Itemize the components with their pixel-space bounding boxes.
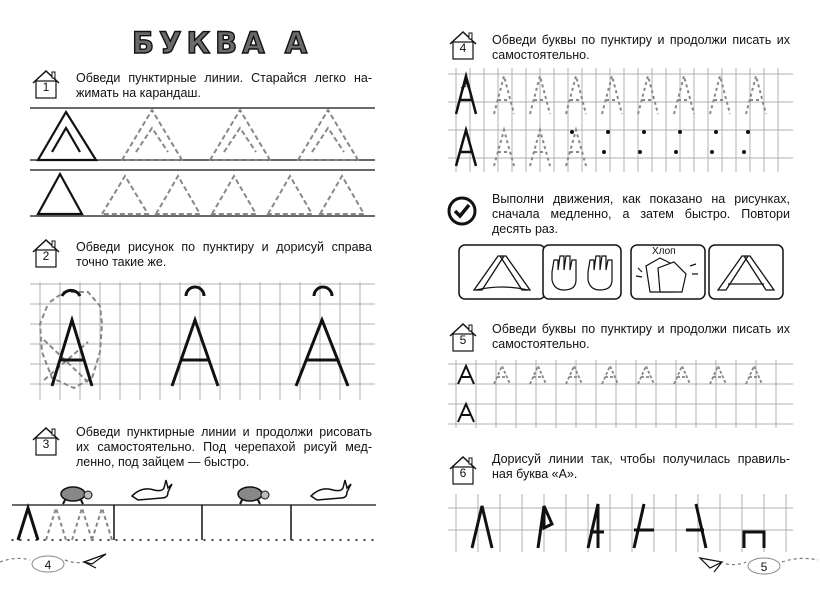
task-instruction: Выполни движения, как показано на рисунках, сначала медленно, а затем быстро. Повтори десять раз.: [492, 192, 790, 236]
page-footer-decoration: [0, 548, 410, 578]
page-number: 4: [44, 558, 52, 572]
task-number-house-icon: [31, 238, 61, 268]
task-instruction: Обведи рисунок по пунктиру и дорисуй справа точно такие же.: [76, 240, 372, 269]
task-instruction: Обведи буквы по пунктиру и продолжи писать их самостоятельно.: [492, 33, 790, 62]
page-number: 5: [760, 560, 768, 574]
gesture-caption: Хлоп: [652, 246, 676, 257]
speed-tracing-lines: [10, 502, 378, 546]
gesture-card-open-palms: [542, 244, 622, 300]
small-letter-a-grid: [448, 360, 793, 430]
task-number-house-icon: [448, 322, 478, 352]
letter-a-drawing-grid: [30, 282, 375, 400]
task-instruction: Обведи пунктирные линии. Старайся легко на-жимать на карандаш.: [76, 71, 372, 100]
task-number: 3: [42, 437, 50, 451]
rabbit-icon: [307, 478, 351, 504]
checkmark-circle-icon: [446, 195, 478, 227]
task-instruction: Дорисуй линии так, чтобы получилась правиль-ная буква «А».: [492, 452, 790, 481]
gesture-card-hands-triangle: [458, 244, 546, 300]
gesture-card-fingers-triangle: [708, 244, 784, 300]
task-number-house-icon: [448, 455, 478, 485]
rabbit-icon: [128, 478, 172, 504]
task-number-house-icon: [31, 69, 61, 99]
task-number-house-icon: [448, 30, 478, 60]
turtle-icon: [232, 480, 272, 504]
turtle-icon: [55, 480, 95, 504]
task-number-house-icon: [31, 426, 61, 456]
task-instruction: Обведи буквы по пунктиру и продолжи писать их самостоятельно.: [492, 322, 790, 351]
task-number: 2: [42, 249, 50, 263]
triangle-tracing-lines: [30, 104, 375, 220]
task-number: 5: [459, 333, 467, 347]
task-number: 1: [42, 80, 50, 94]
letter-a-tracing-grid: [448, 68, 793, 174]
complete-letter-grid: [448, 494, 793, 552]
task-number: 4: [459, 41, 467, 55]
task-number: 6: [459, 466, 467, 480]
task-instruction: Обведи пунктирные линии и продолжи рисовать их самостоятельно. Под черепахой рисуй мед-ленно, под зайцем — быстро.: [76, 425, 372, 469]
page-title: БУКВА А: [132, 26, 313, 60]
